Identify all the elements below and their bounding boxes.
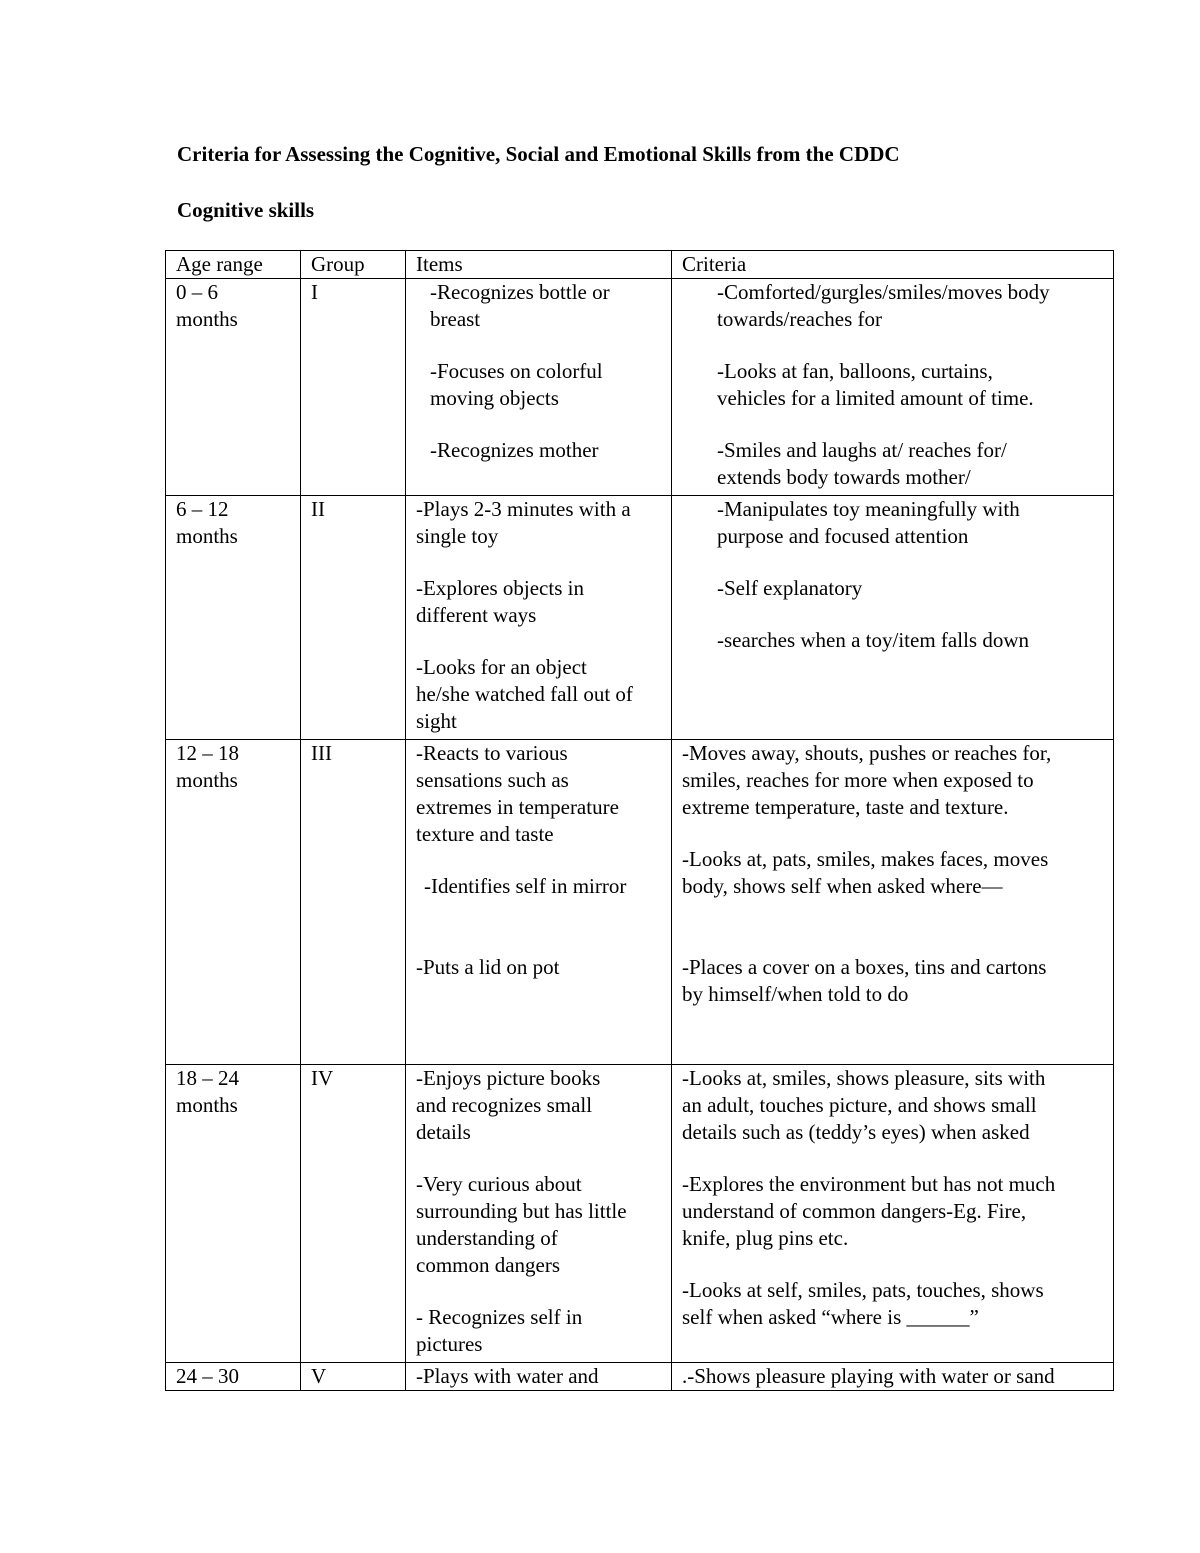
criteria-text: -searches when a toy/item falls down: [717, 628, 1029, 652]
item-text: -Recognizes mother: [430, 438, 599, 462]
item-text: -Puts a lid on pot: [416, 955, 560, 979]
age-range-cell: [166, 740, 301, 1065]
items-cell: [406, 1363, 672, 1391]
item-text: -Plays 2-3 minutes with a single toy: [416, 497, 631, 548]
criteria-table: [165, 250, 1114, 1391]
criteria-cell: [672, 1065, 1114, 1363]
header-age-range: Age range: [166, 251, 301, 279]
table-row: [166, 496, 1114, 740]
header-items: Items: [406, 251, 672, 279]
table-row: [166, 740, 1114, 1065]
document-title: Criteria for Assessing the Cognitive, Social and Emotional Skills from the CDDC: [177, 142, 900, 166]
criteria-cell: [672, 496, 1114, 740]
section-title: Cognitive skills: [177, 198, 315, 222]
group-text: II: [311, 497, 325, 521]
criteria-text: -Explores the environment but has not much understand of common dangers-Eg. Fire, knife, plug pins etc.: [682, 1172, 1056, 1250]
table-row: [166, 1065, 1114, 1363]
items-cell: [406, 496, 672, 740]
item-text: -Looks for an object he/she watched fall out of sight: [416, 655, 633, 733]
item-text: -Plays with water and: [416, 1364, 599, 1388]
criteria-text: .-Shows pleasure playing with water or sand: [682, 1364, 1055, 1388]
group-text: III: [311, 741, 332, 765]
item-text: - Recognizes self in pictures: [416, 1305, 583, 1356]
group-text: IV: [311, 1066, 334, 1090]
item-text: -Very curious about surrounding but has little understanding of common dangers: [416, 1172, 627, 1277]
items-cell: [406, 740, 672, 1065]
criteria-text: -Smiles and laughs at/ reaches for/ extends body towards mother/: [717, 438, 1007, 489]
age-range-cell: [166, 496, 301, 740]
criteria-text: -Comforted/gurgles/smiles/moves body towards/reaches for: [717, 280, 1050, 331]
group-text: V: [311, 1364, 327, 1388]
criteria-cell: [672, 279, 1114, 496]
group-cell: [301, 496, 406, 740]
age-range-text: 24 – 30: [176, 1364, 239, 1388]
age-range-text: 18 – 24 months: [176, 1066, 239, 1117]
table-row: [166, 1363, 1114, 1391]
item-text: -Enjoys picture books and recognizes small details: [416, 1066, 601, 1144]
item-text: -Recognizes bottle or breast: [430, 280, 610, 331]
item-text: -Focuses on colorful moving objects: [430, 359, 603, 410]
header-criteria: Criteria: [672, 251, 1114, 279]
header-group: Group: [301, 251, 406, 279]
items-cell: [406, 1065, 672, 1363]
table-row: [166, 279, 1114, 496]
criteria-text: -Self explanatory: [717, 576, 863, 600]
item-text: -Identifies self in mirror: [424, 874, 627, 898]
criteria-cell: [672, 1363, 1114, 1391]
table-header-row: [166, 251, 1114, 279]
items-cell: [406, 279, 672, 496]
age-range-text: 12 – 18 months: [176, 741, 239, 792]
criteria-text: -Looks at, smiles, shows pleasure, sits with an adult, touches picture, and shows small details such as (teddy’s eyes) when asked: [682, 1066, 1046, 1144]
group-cell: [301, 1065, 406, 1363]
age-range-text: 0 – 6 months: [176, 280, 238, 331]
criteria-text: -Looks at, pats, smiles, makes faces, moves body, shows self when asked where—: [682, 847, 1049, 898]
item-text: -Explores objects in different ways: [416, 576, 584, 627]
group-cell: [301, 1363, 406, 1391]
group-cell: [301, 740, 406, 1065]
criteria-text: -Manipulates toy meaningfully with purpose and focused attention: [717, 497, 1020, 548]
criteria-text: -Places a cover on a boxes, tins and cartons by himself/when told to do: [682, 955, 1047, 1006]
age-range-cell: [166, 1363, 301, 1391]
age-range-text: 6 – 12 months: [176, 497, 238, 548]
age-range-cell: [166, 279, 301, 496]
criteria-cell: [672, 740, 1114, 1065]
criteria-text: -Looks at self, smiles, pats, touches, shows self when asked “where is ______”: [682, 1278, 1044, 1329]
item-text: -Reacts to various sensations such as extremes in temperature texture and taste: [416, 741, 619, 846]
group-text: I: [311, 280, 318, 304]
group-cell: [301, 279, 406, 496]
criteria-text: -Moves away, shouts, pushes or reaches for, smiles, reaches for more when exposed to extreme temperature, taste and texture.: [682, 741, 1052, 819]
criteria-text: -Looks at fan, balloons, curtains, vehicles for a limited amount of time.: [717, 359, 1034, 410]
age-range-cell: [166, 1065, 301, 1363]
